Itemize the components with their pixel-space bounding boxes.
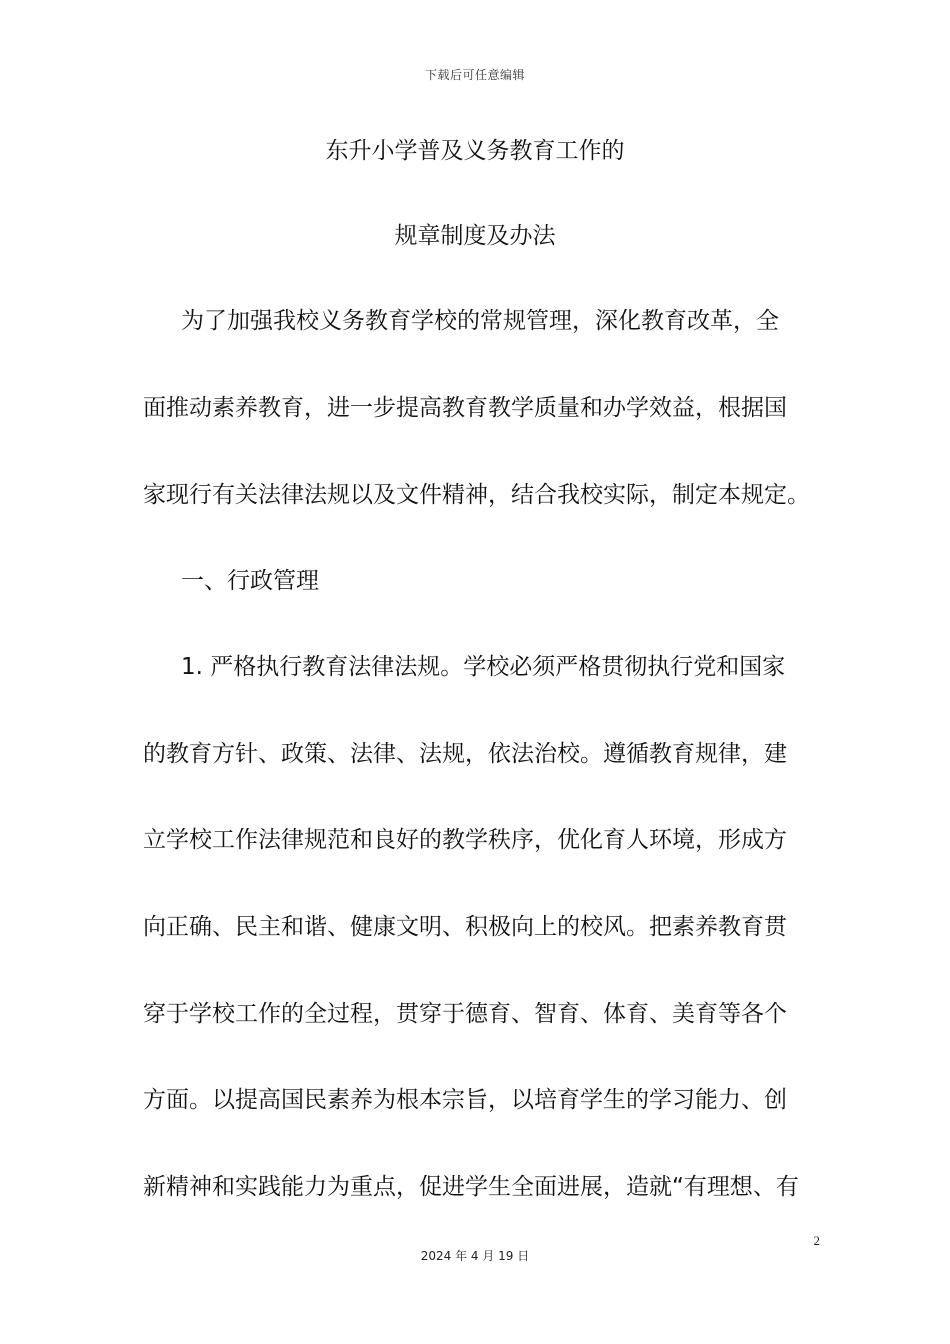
paragraph-intro-line-3: 家现行有关法律法规以及文件精神，结合我校实际，制定本规定。 (143, 482, 810, 508)
paragraph-item1-line-1: 1. 严格执行教育法律法规。学校必须严格贯彻执行党和国家 (181, 654, 786, 680)
paragraph-item1-line-6: 方面。以提高国民素养为根本宗旨，以培育学生的学习能力、创 (143, 1087, 787, 1113)
page-number: 2 (813, 1233, 820, 1248)
paragraph-item1-line-3: 立学校工作法律规范和良好的教学秩序，优化育人环境，形成方 (143, 827, 787, 853)
section-heading-administration: 一、行政管理 (181, 568, 319, 594)
paragraph-item1-line-7: 新精神和实践能力为重点，促进学生全面进展，造就“有理想、有 (143, 1174, 799, 1200)
footer-date: 2024 年 4 月 19 日 (420, 1249, 530, 1263)
paragraph-intro-line-1: 为了加强我校义务教育学校的常规管理，深化教育改革，全 (181, 308, 779, 334)
paragraph-item1-line-5: 穿于学校工作的全过程，贯穿于德育、智育、体育、美育等各个 (143, 1001, 787, 1027)
paragraph-item1-line-2: 的教育方针、政策、法律、法规，依法治校。遵循教育规律，建 (143, 741, 787, 767)
paragraph-item1-line-4: 向正确、民主和谐、健康文明、积极向上的校风。把素养教育贯 (143, 914, 787, 940)
paragraph-intro-line-2: 面推动素养教育，进一步提高教育教学质量和办学效益，根据国 (143, 395, 787, 421)
document-title-line-2: 规章制度及办法 (394, 223, 556, 249)
document-title-line-1: 东升小学普及义务教育工作的 (325, 138, 625, 164)
download-note: 下载后可任意编辑 (424, 68, 525, 82)
